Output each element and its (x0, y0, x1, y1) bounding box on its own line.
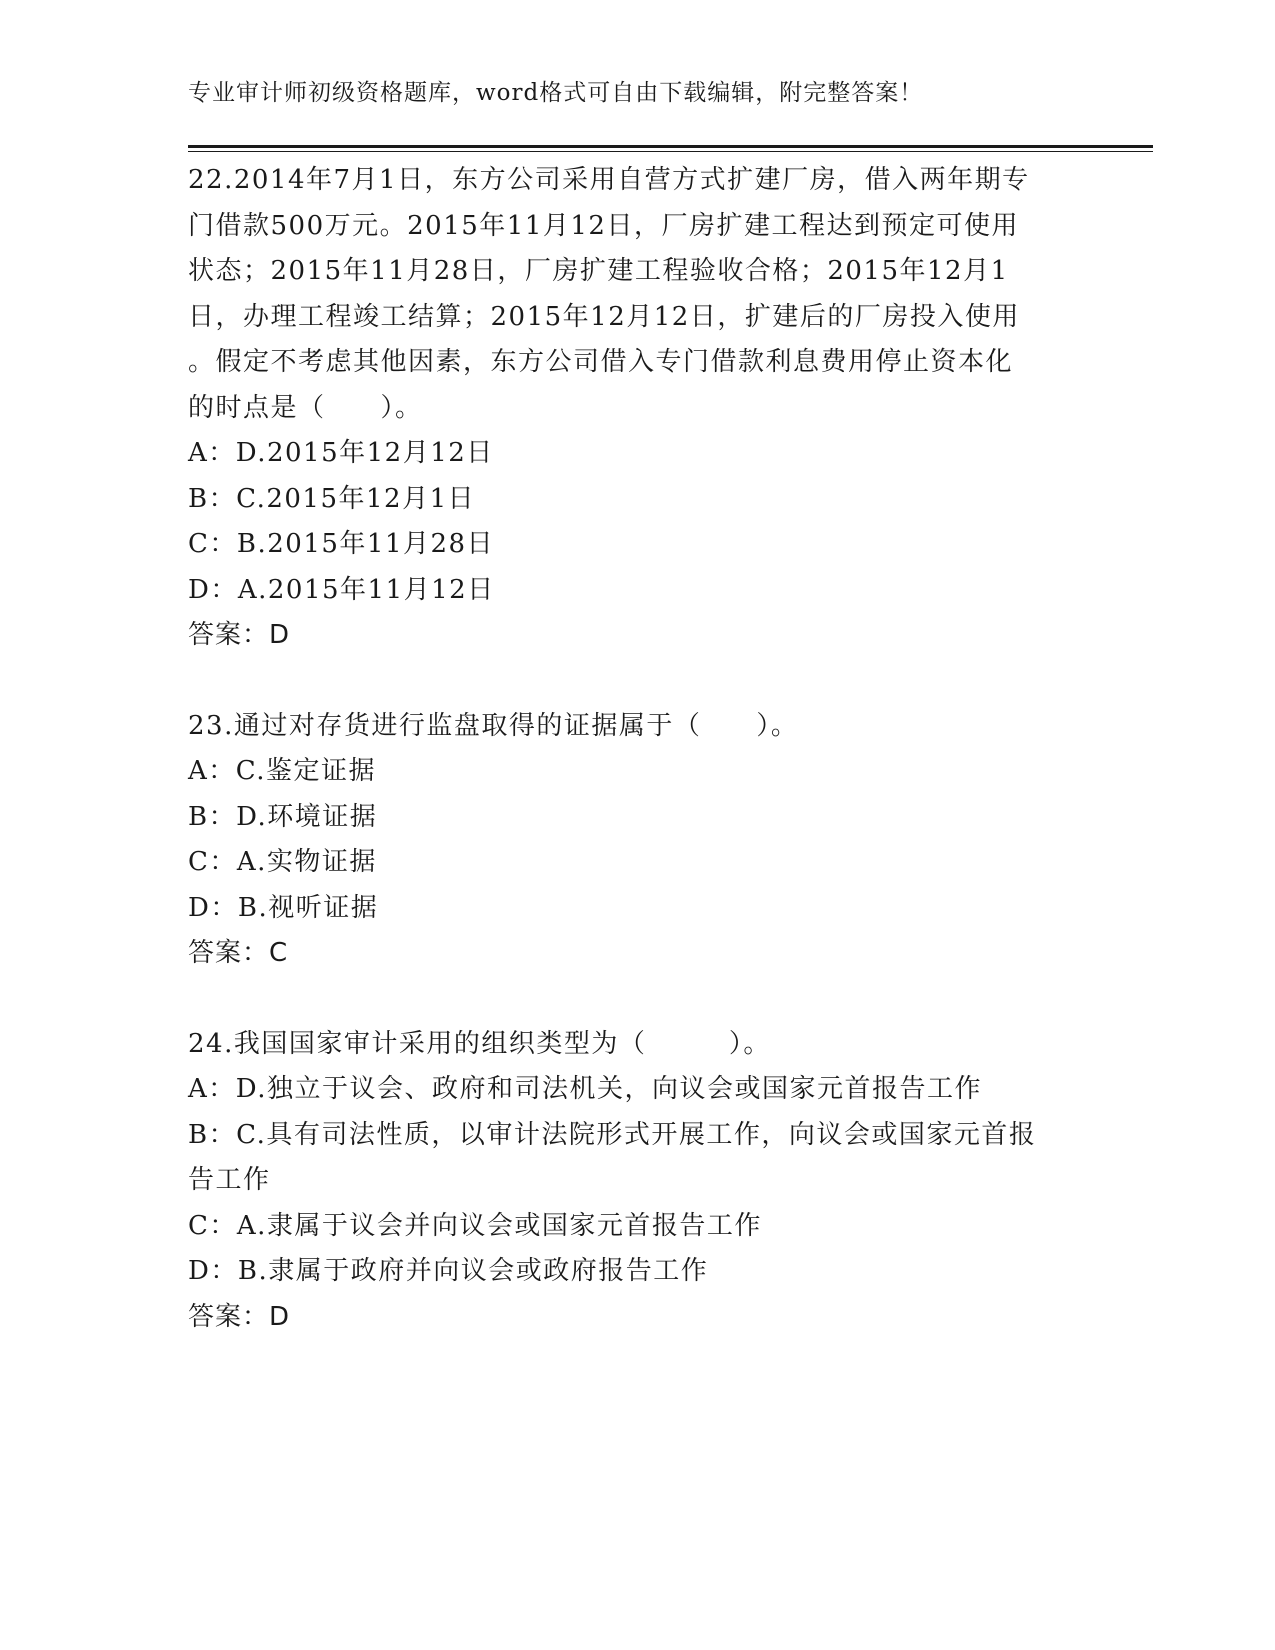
answer-line: 答案：D (188, 620, 291, 650)
question-stem-line: 日，办理工程竣工结算；2015年12月12日，扩建后的厂房投入使用 (188, 301, 1020, 332)
option-a: A：C.鉴定证据 (188, 756, 377, 786)
option-a: A：D.独立于议会、政府和司法机关，向议会或国家元首报告工作 (188, 1074, 982, 1104)
question-24 (188, 1022, 1088, 1341)
question-spacer (188, 659, 1088, 704)
option-c: C：B.2015年11月28日 (188, 529, 495, 559)
option-d: D：A.2015年11月12日 (188, 574, 495, 605)
question-spacer (188, 977, 1088, 1022)
page-header: 专业审计师初级资格题库，word格式可自由下载编辑，附完整答案！ (188, 80, 924, 106)
option-d: D：B.视听证据 (188, 892, 379, 923)
option-a: A：D.2015年12月12日 (188, 438, 494, 468)
question-stem-line: 24.我国国家审计采用的组织类型为（ ）。 (188, 1028, 771, 1059)
question-stem-line: 门借款500万元。2015年11月12日，厂房扩建工程达到预定可使用 (188, 210, 1019, 241)
question-stem-line: 22.2014年7月1日，东方公司采用自营方式扩建厂房，借入两年期专 (188, 165, 1030, 195)
option-c: C：A.实物证据 (188, 847, 377, 877)
option-c: C：A.隶属于议会并向议会或国家元首报告工作 (188, 1210, 762, 1241)
option-b: B：C.2015年12月1日 (188, 483, 476, 514)
header-rule-thick (188, 145, 1153, 148)
option-d: D：B.隶属于政府并向议会或政府报告工作 (188, 1256, 709, 1286)
question-22 (188, 158, 1088, 659)
option-b: B：D.环境证据 (188, 801, 378, 832)
option-b: B：C.具有司法性质，以审计法院形式开展工作，向议会或国家元首报 (188, 1119, 1037, 1150)
question-stem-line: 。假定不考虑其他因素，东方公司借入专门借款利息费用停止资本化 (188, 347, 1014, 377)
option-b-continued: 告工作 (188, 1165, 271, 1195)
question-stem-line: 的时点是（ ）。 (188, 392, 423, 423)
question-23 (188, 704, 1088, 977)
answer-line: 答案：D (188, 1301, 291, 1332)
question-stem-line: 状态；2015年11月28日，厂房扩建工程验收合格；2015年12月1 (188, 256, 1009, 286)
answer-line: 答案：C (188, 938, 289, 968)
header-rule-thin (188, 151, 1153, 152)
question-list (188, 158, 1088, 1340)
question-stem-line: 23.通过对存货进行监盘取得的证据属于（ ）。 (188, 710, 799, 741)
